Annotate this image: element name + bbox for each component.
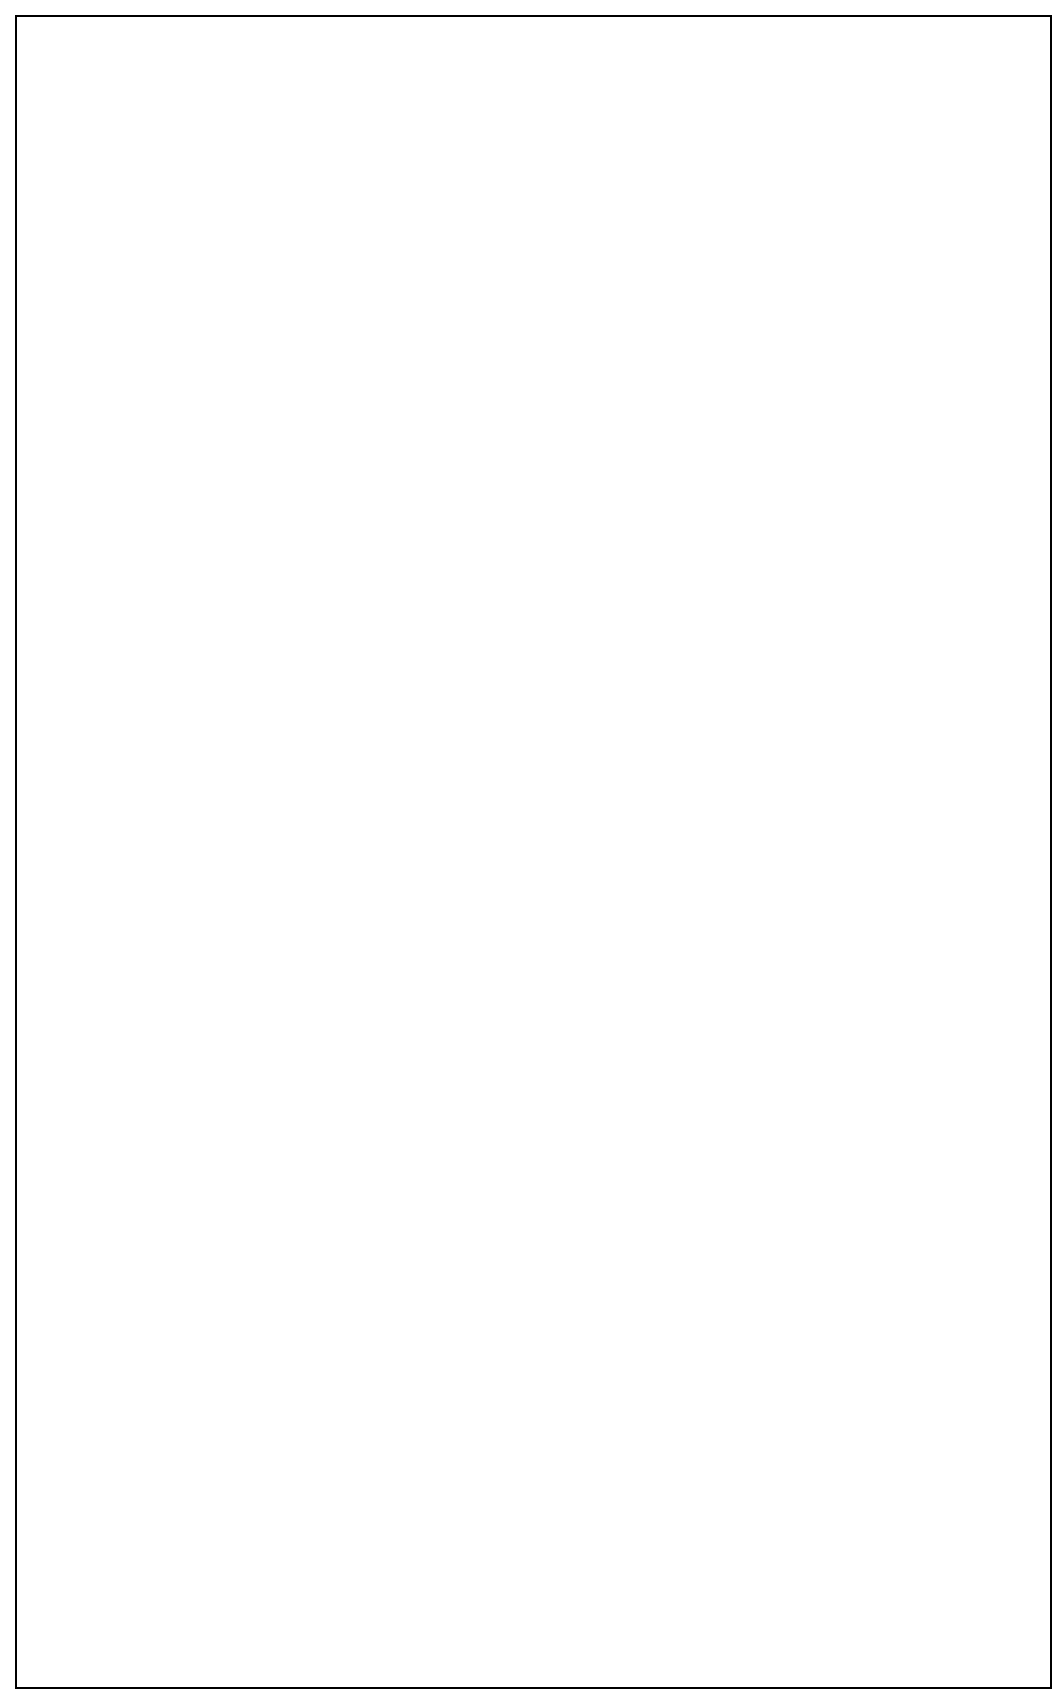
standards-table: [15, 15, 1052, 1689]
